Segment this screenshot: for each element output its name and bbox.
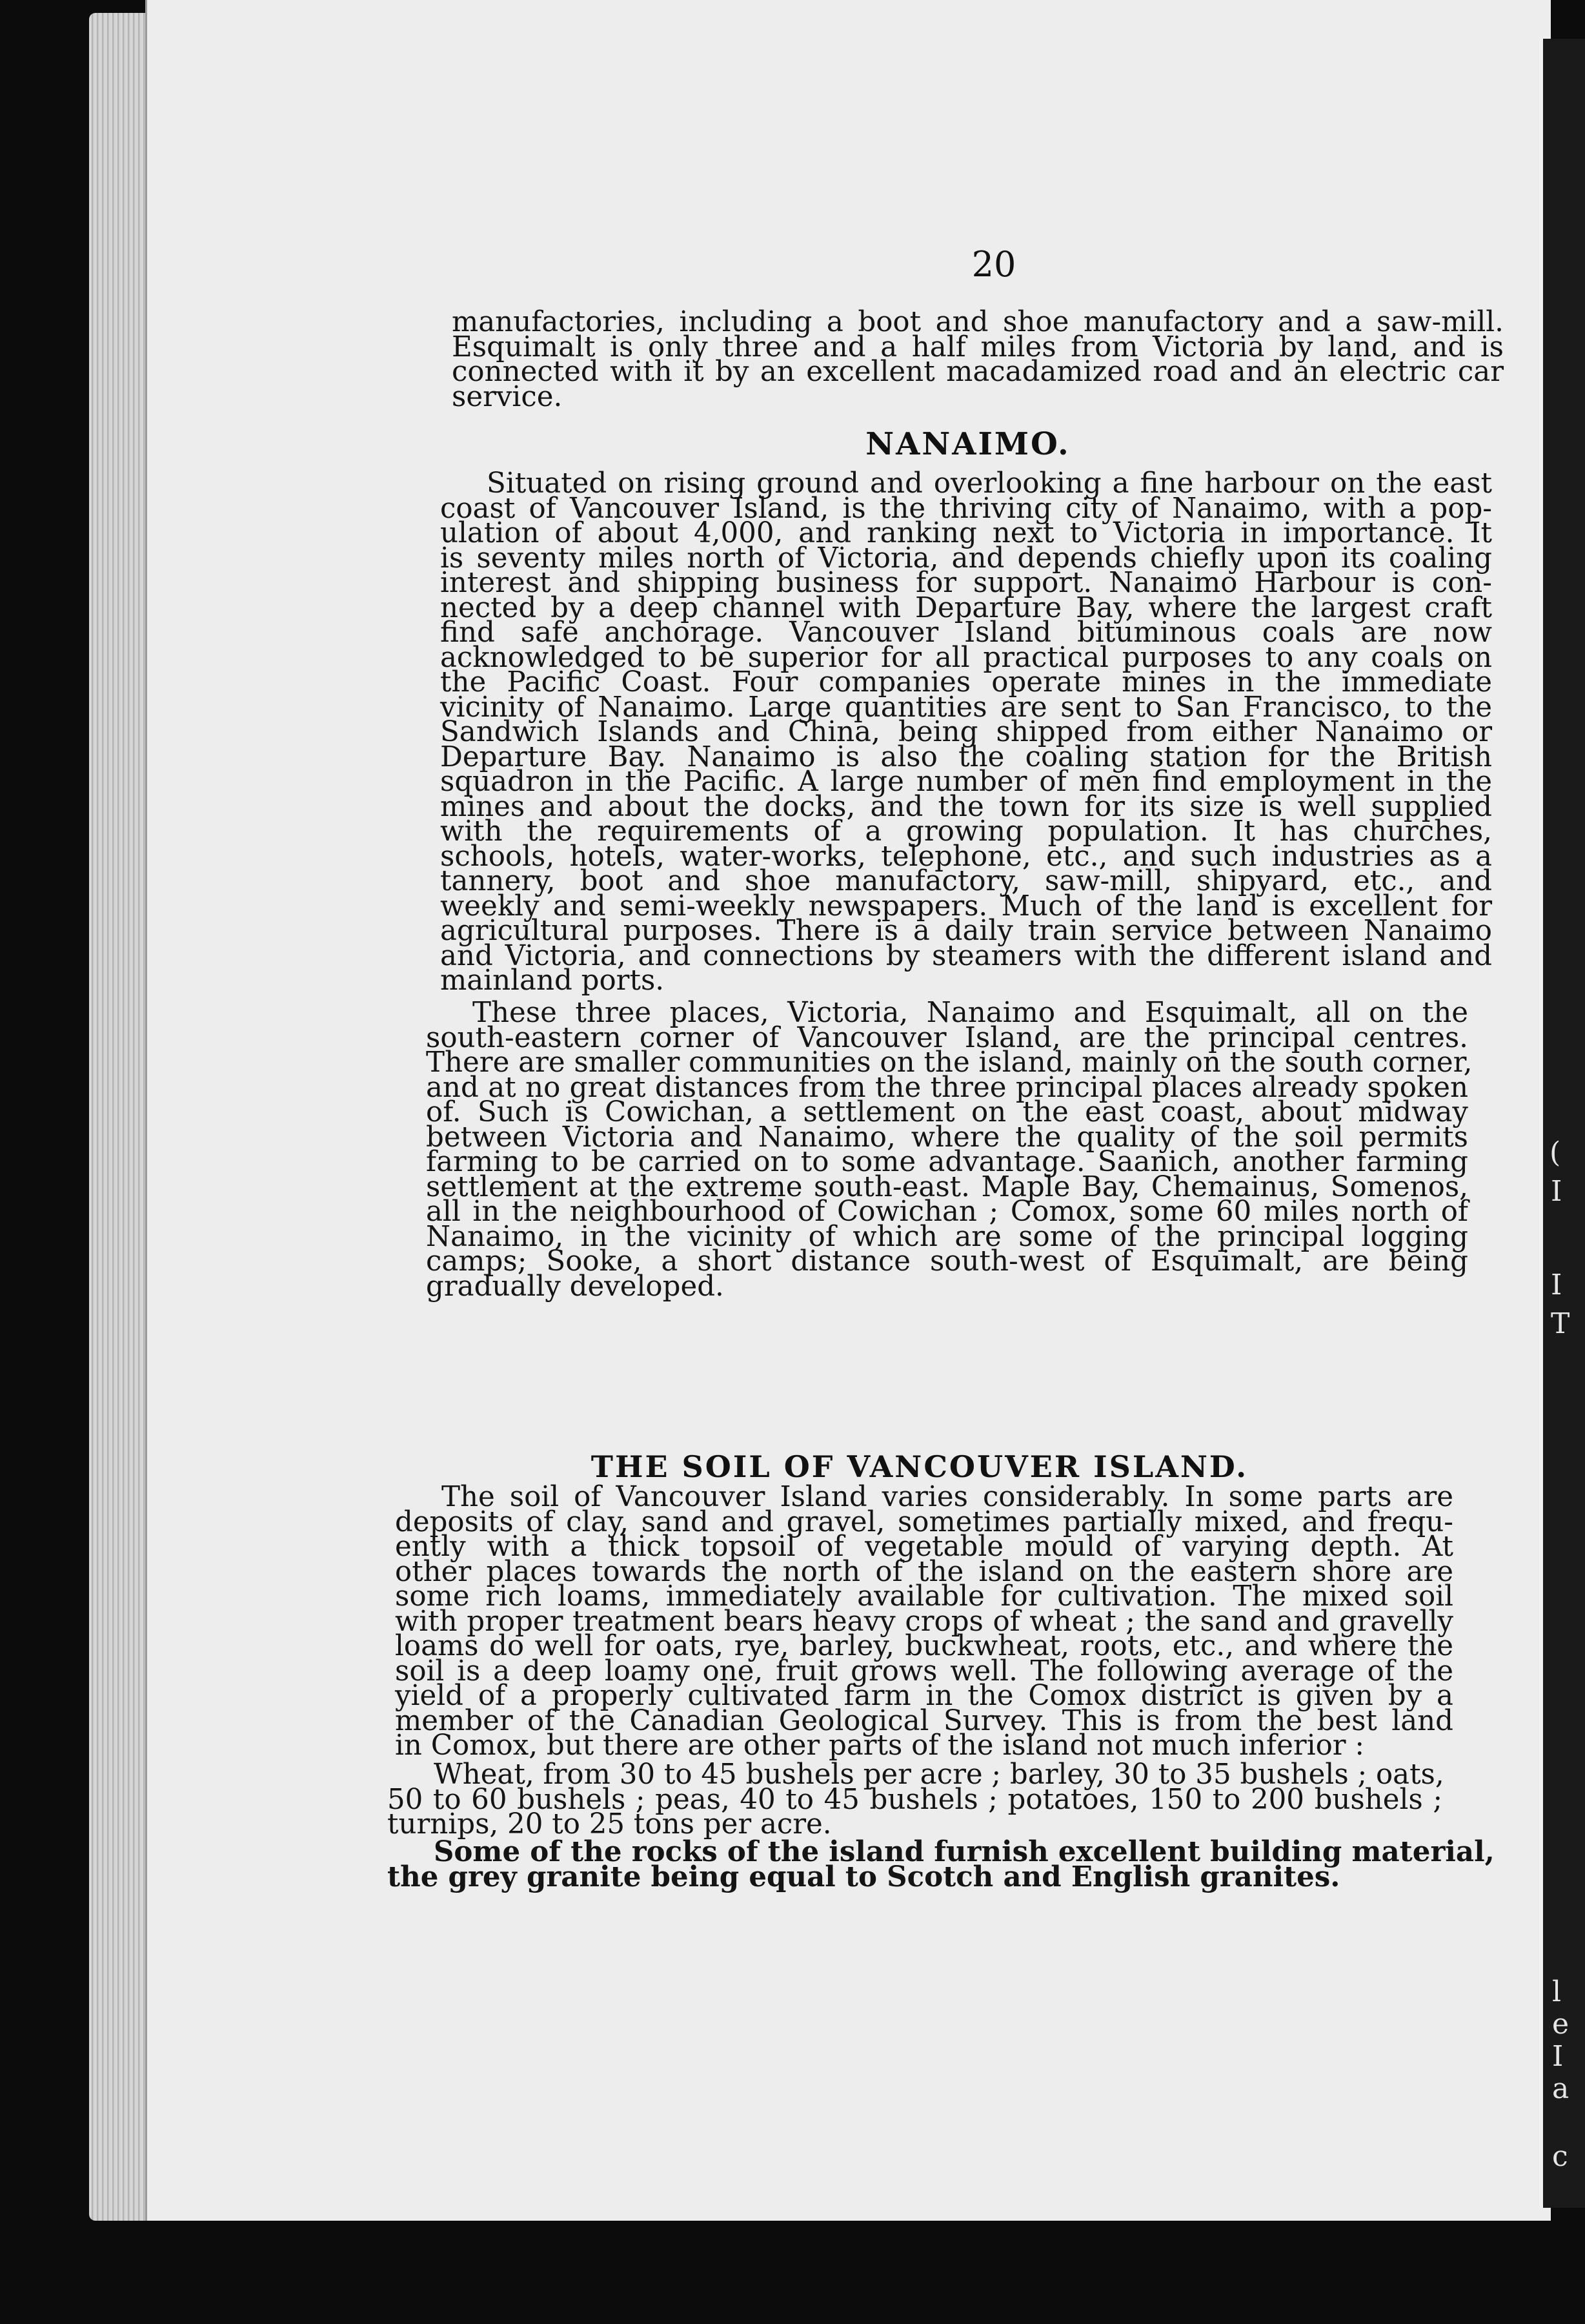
- text-line: interest and shipping business for support. Nanaimo Harbour is con-: [440, 567, 1492, 599]
- section-heading-soil: THE SOIL OF VANCOUVER ISLAND.: [591, 1449, 1249, 1484]
- text-line: Esquimalt is only three and a half miles from Victoria by land, and is: [452, 331, 1504, 363]
- facing-page-glyph: I: [1551, 1269, 1562, 1301]
- text-line: south-eastern corner of Vancouver Island, are the principal centres.: [426, 1021, 1468, 1054]
- text-line: ently with a thick topsoil of vegetable mould of varying depth. At: [395, 1531, 1453, 1563]
- text-line: the Pacific Coast. Four companies operate mines in the immediate: [440, 666, 1492, 698]
- facing-page-glyph: I: [1552, 2040, 1564, 2073]
- soil-paragraph-2: [387, 1758, 1444, 1840]
- soil-paragraph-1: [395, 1481, 1453, 1762]
- facing-page-glyph: e: [1552, 2008, 1570, 2041]
- text-line: and Victoria, and connections by steamers with the different island and: [440, 939, 1492, 972]
- section-heading-nanaimo: NANAIMO.: [865, 426, 1071, 462]
- text-line: deposits of clay, sand and gravel, sometimes partially mixed, and frequ-: [395, 1505, 1453, 1538]
- text-line: find safe anchorage. Vancouver Island bituminous coals are now: [440, 617, 1492, 649]
- text-line: yield of a properly cultivated farm in the Comox district is given by a: [395, 1680, 1453, 1712]
- page-number: 20: [971, 244, 1016, 285]
- text-line: schools, hotels, water-works, telephone, etc., and such industries as a: [440, 840, 1492, 873]
- facing-page-glyph: c: [1552, 2140, 1568, 2173]
- text-line: some rich loams, immediately available for cultivation. The mixed soil: [395, 1580, 1453, 1613]
- text-line: the grey granite being equal to Scotch and English granites.: [387, 1860, 1340, 1893]
- text-line: Situated on rising ground and overlooking a fine harbour on the east: [487, 467, 1492, 500]
- text-line: turnips, 20 to 25 tons per acre.: [387, 1808, 832, 1840]
- text-line: nected by a deep channel with Departure Bay, where the largest craft: [440, 591, 1492, 624]
- text-line: camps; Sooke, a short distance south-west of Esquimalt, are being: [426, 1245, 1468, 1278]
- text-line: agricultural purposes. There is a daily train service between Nanaimo: [440, 915, 1492, 947]
- text-line: Departure Bay. Nanaimo is also the coaling station for the British: [440, 740, 1492, 773]
- nanaimo-paragraph-1: [440, 467, 1492, 997]
- facing-page-glyph: a: [1552, 2072, 1570, 2105]
- text-line: with the requirements of a growing population. It has churches,: [440, 815, 1492, 848]
- text-line: The soil of Vancouver Island varies considerably. In some parts are: [441, 1481, 1453, 1513]
- facing-page-glyph: (: [1550, 1136, 1561, 1169]
- text-line: between Victoria and Nanaimo, where the quality of the soil permits: [426, 1121, 1468, 1154]
- text-line: Some of the rocks of the island furnish excellent building material,: [434, 1835, 1495, 1868]
- text-line: and at no great distances from the three principal places already spoken: [426, 1071, 1468, 1104]
- text-line: ulation of about 4,000, and ranking next to Victoria in importance. It: [440, 517, 1492, 549]
- intro-paragraph: [452, 306, 1504, 413]
- text-line: connected with it by an excellent macadamized road and an electric car: [452, 356, 1504, 388]
- facing-page-edge: [1539, 39, 1585, 2208]
- text-line: settlement at the extreme south-east. Maple Bay, Chemainus, Somenos,: [426, 1170, 1468, 1203]
- text-line: other places towards the north of the island on the eastern shore are: [395, 1555, 1453, 1588]
- text-line: tannery, boot and shoe manufactory, saw-mill, shipyard, etc., and: [440, 865, 1492, 897]
- text-line: coast of Vancouver Island, is the thriving city of Nanaimo, with a pop-: [440, 492, 1492, 525]
- text-line: vicinity of Nanaimo. Large quantities are sent to San Francisco, to the: [440, 691, 1492, 724]
- text-line: gradually developed.: [426, 1270, 724, 1303]
- facing-page-glyph: T: [1551, 1307, 1570, 1340]
- text-line: in Comox, but there are other parts of the island not much inferior :: [395, 1729, 1365, 1762]
- text-line: weekly and semi-weekly newspapers. Much of the land is excellent for: [440, 890, 1492, 922]
- text-line: These three places, Victoria, Nanaimo and Esquimalt, all on the: [472, 997, 1468, 1029]
- text-line: loams do well for oats, rye, barley, buckwheat, roots, etc., and where the: [395, 1630, 1453, 1662]
- text-line: mines and about the docks, and the town for its size is well supplied: [440, 790, 1492, 823]
- text-line: service.: [452, 380, 563, 413]
- facing-page-glyph: I: [1551, 1175, 1562, 1208]
- text-line: of. Such is Cowichan, a settlement on the east coast, about midway: [426, 1096, 1468, 1128]
- text-line: manufactories, including a boot and shoe manufactory and a saw-mill.: [452, 306, 1504, 338]
- text-line: Nanaimo, in the vicinity of which are some of the principal logging: [426, 1220, 1468, 1253]
- text-line: Sandwich Islands and China, being shipped from either Nanaimo or: [440, 716, 1492, 748]
- text-line: mainland ports.: [440, 964, 665, 997]
- text-line: There are smaller communities on the island, mainly on the south corner,: [426, 1046, 1473, 1079]
- nanaimo-paragraph-2: [426, 997, 1473, 1303]
- text-line: soil is a deep loamy one, fruit grows well. The following average of the: [395, 1655, 1453, 1687]
- facing-page-glyph: l: [1552, 1975, 1562, 2008]
- text-line: with proper treatment bears heavy crops of wheat ; the sand and gravelly: [395, 1605, 1453, 1638]
- text-line: member of the Canadian Geological Survey. This is from the best land: [395, 1704, 1453, 1737]
- soil-paragraph-3: [387, 1835, 1495, 1893]
- text-line: Wheat, from 30 to 45 bushels per acre ; barley, 30 to 35 bushels ; oats,: [434, 1758, 1444, 1791]
- text-line: 50 to 60 bushels ; peas, 40 to 45 bushels ; potatoes, 150 to 200 bushels ;: [387, 1783, 1442, 1816]
- text-line: farming to be carried on to some advantage. Saanich, another farming: [426, 1146, 1468, 1178]
- text-line: squadron in the Pacific. A large number of men find employment in the: [440, 766, 1492, 798]
- text-line: all in the neighbourhood of Cowichan ; Comox, some 60 miles north of: [426, 1196, 1468, 1228]
- text-line: acknowledged to be superior for all practical purposes to any coals on: [440, 641, 1492, 674]
- text-line: is seventy miles north of Victoria, and depends chiefly upon its coaling: [440, 542, 1492, 575]
